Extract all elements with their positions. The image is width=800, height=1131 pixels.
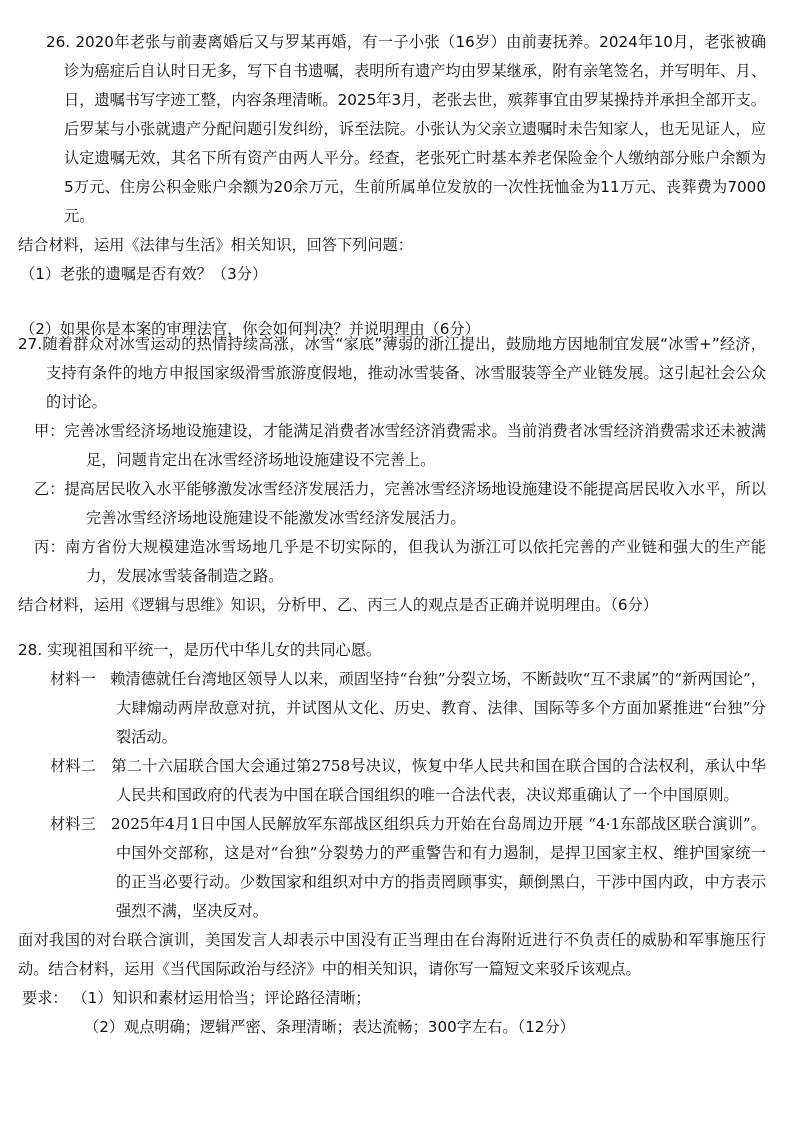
q28-material-2-text: 第二十六届联合国大会通过第2758号决议，恢复中华人民共和国在联合国的合法权利，承认中华人民共和国政府的代表为中国在联合国组织的唯一合法代表，决议郑重确认了一个中国原则。 — [111, 757, 766, 804]
q27-view-bing-label: 丙： — [34, 538, 66, 556]
q28-material-1-text: 赖清德就任台湾地区领导人以来，顽固坚持“台独”分裂立场，不断鼓吹“互不隶属”的“新两国论”，大肆煽动两岸敌意对抗，并试图从文化、历史、教育、法律、国际等多个方面加紧推进“台独”分裂活动。 — [110, 670, 766, 746]
q28-requirement-1-line — [18, 984, 766, 1013]
q26-body: 2020年老张与前妻离婚后又与罗某再婚，有一子小张（16岁）由前妻抚养。2024年10月，老张被确诊为癌症后自认时日无多，写下自书遗嘱，表明所有遗产均由罗某继承，附有亲笔签名，并写明年、月、日，遗嘱书写字迹工整，内容条理清晰。2025年3月，老张去世，殡葬事宜由罗某操持并承担全部开支。后罗某与小张就遗产分配问题引发纠纷，诉至法院。小张认为父亲立遗嘱时未告知家人，也无见证人，应认定遗嘱无效，其名下所有资产由两人平分。经查，老张死亡时基本养老保险金个人缴纳部分账户余额为5万元、住房公积金账户余额为20余万元，生前所属单位发放的一次性抚恤金为11万元、丧葬费为7000元。 — [64, 33, 767, 225]
q26-sub-question-1: （1）老张的遗嘱是否有效？（3分） — [20, 265, 268, 283]
q26-sub-question-2: （2）如果你是本案的审理法官，你会如何判决？并说明理由（6分） — [20, 320, 480, 338]
q28-requirement-2: （2）观点明确；逻辑严密、条理清晰；表达流畅；300字左右。（12分） — [84, 1018, 575, 1036]
q27-view-yi-label: 乙： — [34, 480, 65, 498]
q26-number: 26. — [46, 33, 71, 51]
q27-body-paragraph — [18, 330, 766, 417]
q28-material-2-label: 材料二 — [50, 757, 97, 775]
q27-body: 随着群众对冰雪运动的热情持续高涨，冰雪“家底”薄弱的浙江提出，鼓励地方因地制宜发展“冰雪+”经济，支持有条件的地方申报国家级滑雪旅游度假地，推动冰雪装备、冰雪服装等全产业链发展。这引起社会公众的讨论。 — [42, 335, 766, 411]
q28-number: 28. — [18, 641, 43, 659]
q27-view-yi — [34, 475, 766, 533]
q27-prompt: 结合材料，运用《逻辑与思维》知识，分析甲、乙、丙三人的观点是否正确并说明理由。（6分） — [18, 596, 658, 614]
q28-material-3-label: 材料三 — [50, 815, 96, 833]
q27-view-bing — [34, 533, 766, 591]
q28-requirement-label: 要求： — [22, 989, 68, 1007]
q27-number: 27. — [18, 335, 43, 353]
q27-view-jia-label: 甲： — [34, 422, 65, 440]
q28-intro-line — [18, 636, 766, 665]
q28-material-3 — [18, 810, 766, 926]
q28-intro: 实现祖国和平统一，是历代中华儿女的共同心愿。 — [46, 641, 382, 659]
q27-view-bing-text: 南方省份大规模建造冰雪场地几乎是不切实际的，但我认为浙江可以依托完善的产业链和强大的生产能力，发展冰雪装备制造之路。 — [65, 538, 767, 585]
q27-view-jia-text: 完善冰雪经济场地设施建设，才能满足消费者冰雪经济消费需求。当前消费者冰雪经济消费需求还未被满足，问题肯定出在冰雪经济场地设施建设不完善上。 — [64, 422, 767, 469]
q28-material-2 — [18, 752, 766, 810]
q28-material-1 — [18, 665, 766, 752]
q28-material-3-text: 2025年4月1日中国人民解放军东部战区组织兵力开始在台岛周边开展 “4·1东部战区联合演训”。中国外交部称，这是对“台独”分裂势力的严重警告和有力遏制，是捍卫国家主权、维护国家统一的正当必要行动。少数国家和组织对中方的指责罔顾事实，颠倒黑白，干涉中国内政，中方表示强烈不满，坚决反对。 — [110, 815, 767, 920]
q28-material-1-label: 材料一 — [50, 670, 96, 688]
q28-prompt: 面对我国的对台联合演训，美国发言人却表示中国没有正当理由在台海附近进行不负责任的威胁和军事施压行动。结合材料，运用《当代国际政治与经济》中的相关知识，请你写一篇短文来驳斥该观点。 — [18, 931, 766, 978]
question-27 — [18, 330, 767, 620]
q28-requirement-1: （1）知识和素材运用恰当；评论路径清晰； — [72, 989, 371, 1007]
question-28 — [18, 636, 767, 1042]
q26-prompt: 结合材料，运用《法律与生活》相关知识，回答下列问题： — [18, 236, 413, 254]
q27-view-yi-text: 提高居民收入水平能够激发冰雪经济发展活力，完善冰雪经济场地设施建设不能提高居民收入水平，所以完善冰雪经济场地设施建设不能激发冰雪经济发展活力。 — [64, 480, 767, 527]
q26-body-paragraph — [46, 28, 766, 231]
q27-view-jia — [34, 417, 766, 475]
